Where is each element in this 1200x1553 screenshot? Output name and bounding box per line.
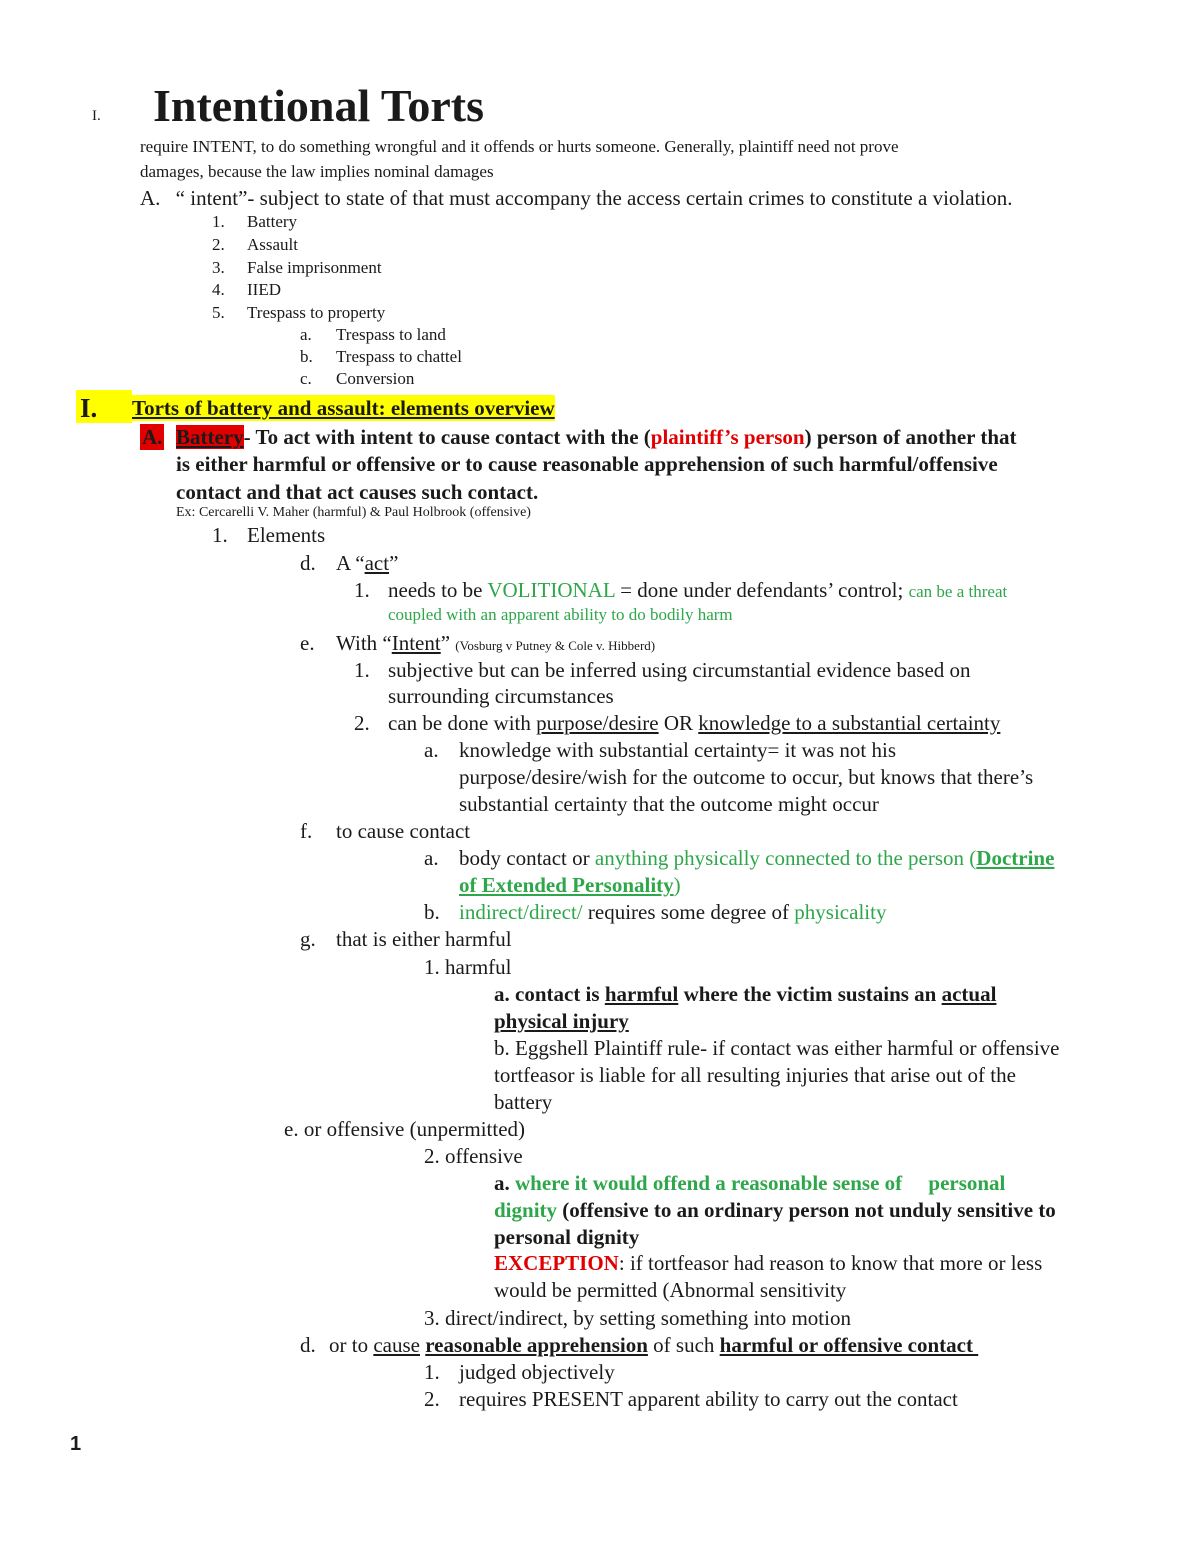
intent-definition-text: “ intent”- subject to state of that must accompany the access certain crimes to constitute a violation. [175, 186, 1013, 210]
intent-definition [140, 185, 1012, 211]
list-marker: 1. [354, 578, 370, 602]
elements-label: Elements [247, 523, 326, 547]
page-number: 1 [70, 1433, 82, 1455]
list-item: c. [300, 369, 312, 388]
list-item-text: Conversion [336, 369, 415, 388]
personal-dignity: a. where it would offend a reasonable sense of personal [494, 1171, 1006, 1195]
list-item-text: Trespass to chattel [336, 347, 462, 366]
intent-subjective: surrounding circumstances [388, 684, 614, 708]
battery-example: Ex: Cercarelli V. Maher (harmful) & Paul Holbrook (offensive) [176, 505, 531, 520]
intent-subjective: subjective but can be inferred using circumstantial evidence based on [388, 658, 971, 682]
offensive-heading: e. or offensive (unpermitted) [284, 1117, 526, 1141]
list-marker: a. [424, 738, 439, 762]
list-item-text: Trespass to property [247, 303, 386, 322]
eggshell-rule: b. Eggshell Plaintiff rule- if contact was either harmful or offensive [494, 1036, 1060, 1060]
list-item: 1. [212, 212, 225, 231]
list-marker: A. [140, 186, 161, 210]
harmful-contact: a. contact is harmful where the victim sustains an actual [494, 982, 997, 1006]
battery-definition-line: contact and that act causes such contact. [176, 480, 539, 504]
list-marker: b. [424, 900, 440, 924]
personal-dignity: dignity (offensive to an ordinary person not unduly sensitive to [494, 1198, 1056, 1222]
battery-definition: Battery- To act with intent to cause contact with the (plaintiff’s person) person of another that [176, 425, 1017, 449]
list-item: 2. [212, 235, 225, 254]
list-item: 4. [212, 280, 225, 299]
intro-line: damages, because the law implies nominal damages [140, 162, 494, 181]
intent-heading: With “Intent” (Vosburg v Putney & Cole v. Hibberd) [336, 631, 656, 655]
contact-heading: to cause contact [336, 819, 471, 843]
offensive-sub: 2. offensive [424, 1144, 523, 1168]
judged-objectively: judged objectively [459, 1360, 615, 1384]
personal-dignity: personal dignity [494, 1225, 640, 1249]
list-item: b. [300, 347, 313, 366]
list-marker: a. [424, 846, 439, 870]
list-marker: f. [300, 819, 313, 843]
battery-term: Battery [176, 425, 244, 449]
list-item-text: False imprisonment [247, 258, 382, 277]
harmful-sub: 1. harmful [424, 955, 512, 979]
act-volitional: needs to be VOLITIONAL = done under defendants’ control; can be a threat [388, 578, 1008, 602]
list-item-text: Battery [247, 212, 298, 231]
list-marker: e. [300, 631, 315, 655]
act-heading: A “act” [336, 551, 399, 575]
page-title: Intentional Torts [153, 80, 485, 131]
harmful-heading: that is either harmful [336, 927, 512, 951]
battery-marker: A. [142, 425, 163, 449]
list-marker: 1. [212, 523, 228, 547]
list-item-text: Trespass to land [336, 325, 446, 344]
intro-line: require INTENT, to do something wrongful and it offends or hurts someone. Generally, plaintiff need not prove [140, 137, 899, 156]
physical-injury: physical injury [494, 1009, 629, 1033]
section-title: Torts of battery and assault: elements overview [132, 396, 555, 420]
apprehension-heading: or to cause reasonable apprehension of such harmful or offensive contact [329, 1333, 979, 1357]
list-marker: g. [300, 927, 316, 951]
list-marker: d. [300, 1333, 316, 1357]
direct-indirect: 3. direct/indirect, by setting something into motion [424, 1306, 851, 1330]
extended-personality: of Extended Personality) [459, 873, 681, 897]
substantial-certainty: purpose/desire/wish for the outcome to occur, but knows that there’s [459, 765, 1034, 789]
battery-definition-line: is either harmful or offensive or to cause reasonable apprehension of such harmful/offensive [176, 452, 998, 476]
heading-numeral: I. [92, 108, 101, 124]
eggshell-rule: tortfeasor is liable for all resulting injuries that arise out of the [494, 1063, 1016, 1087]
exception: EXCEPTION: if tortfeasor had reason to know that more or less [494, 1251, 1043, 1275]
substantial-certainty: substantial certainty that the outcome might occur [459, 792, 879, 816]
intent-purpose: can be done with purpose/desire OR knowledge to a substantial certainty [388, 711, 1001, 735]
list-marker: 1. [354, 658, 370, 682]
intent-citation: (Vosburg v Putney & Cole v. Hibberd) [455, 638, 656, 653]
list-item-text: Assault [247, 235, 298, 254]
list-item: 5. [212, 303, 225, 322]
list-marker: 1. [424, 1360, 440, 1384]
exception-line: would be permitted (Abnormal sensitivity [494, 1278, 847, 1302]
physicality: indirect/direct/ requires some degree of physicality [459, 900, 887, 924]
list-marker: 2. [424, 1387, 440, 1411]
section-numeral: I. [80, 393, 98, 423]
list-item: 3. [212, 258, 225, 277]
list-item: a. [300, 325, 312, 344]
substantial-certainty: knowledge with substantial certainty= it was not his [459, 738, 897, 762]
plaintiff-person: plaintiff’s person [650, 425, 805, 449]
eggshell-rule: battery [494, 1090, 553, 1114]
present-ability: requires PRESENT apparent ability to carry out the contact [459, 1387, 958, 1411]
list-marker: 2. [354, 711, 370, 735]
list-item-text: IIED [247, 280, 281, 299]
list-marker: d. [300, 551, 316, 575]
body-contact: body contact or anything physically connected to the person (Doctrine [459, 846, 1055, 870]
act-threat: coupled with an apparent ability to do bodily harm [388, 605, 733, 624]
